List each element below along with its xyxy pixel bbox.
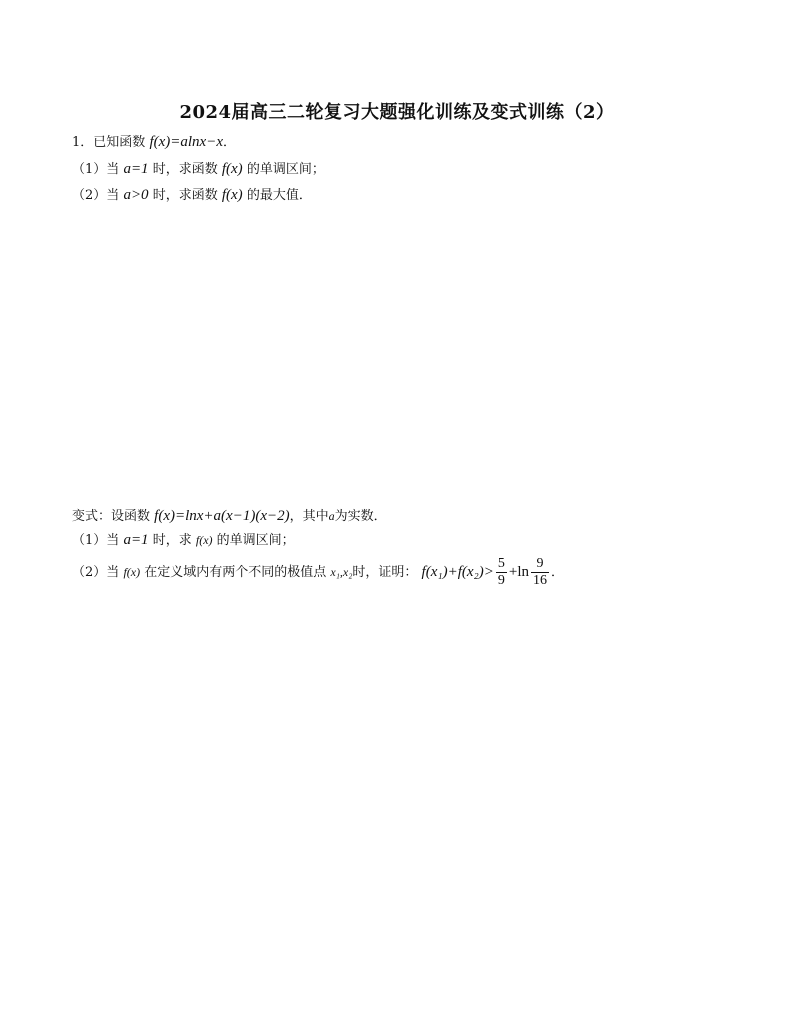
- page-title: 2024届高三二轮复习大题强化训练及变式训练（2）: [179, 102, 615, 123]
- problem-intro: 已知函数: [93, 135, 146, 150]
- variant-statement: [72, 506, 387, 527]
- part-text: 当: [106, 162, 120, 177]
- condition: a=1: [123, 161, 149, 177]
- part-text: 时，证明：: [352, 565, 418, 580]
- part-text: 的最大值．: [246, 188, 312, 203]
- variant-part-1: [72, 530, 295, 551]
- variant-text: ，其中: [289, 509, 329, 524]
- fraction-numerator: 9: [531, 556, 549, 573]
- part-text: 当: [106, 565, 120, 580]
- statement-end: ．: [551, 565, 565, 580]
- part-label: （2）: [72, 188, 107, 203]
- condition: a>0: [123, 187, 149, 203]
- inequality-left: f(x₁)+f(x₂)>: [421, 564, 494, 580]
- problem-1-part-1: [72, 159, 325, 180]
- part-text: 当: [106, 533, 120, 548]
- problem-number: 1．: [72, 135, 94, 150]
- part-text: 时，求函数: [152, 188, 218, 203]
- variant-part-2: [72, 556, 564, 589]
- part-label: （2）: [72, 565, 107, 580]
- statement-end: ．: [222, 135, 236, 150]
- function-symbol: f(x): [221, 161, 243, 177]
- part-text: 在定义域内有两个不同的极值点: [144, 565, 327, 580]
- condition: a=1: [123, 532, 149, 548]
- part-label: （1）: [72, 533, 107, 548]
- function-symbol: f(x): [195, 533, 213, 547]
- fraction-denominator: 9: [497, 573, 505, 588]
- plus-ln: +ln: [508, 564, 529, 580]
- part-text: 时，求: [152, 533, 192, 548]
- function-symbol: f(x): [221, 187, 243, 203]
- variant-intro: 设函数: [111, 509, 151, 524]
- fraction-9-16: [531, 556, 549, 589]
- fraction-numerator: 5: [497, 556, 505, 571]
- fraction-5-9: [496, 556, 507, 589]
- variable-symbol: a: [328, 509, 335, 523]
- extreme-points: x₁,x₂: [330, 565, 353, 579]
- function-definition: f(x)=lnx+a(x−1)(x−2): [154, 508, 290, 524]
- part-text: 时，求函数: [152, 162, 218, 177]
- fraction-denominator: 16: [533, 573, 547, 588]
- part-label: （1）: [72, 162, 107, 177]
- part-text: 当: [106, 188, 120, 203]
- part-text: 的单调区间；: [246, 162, 325, 177]
- function-definition: f(x)=alnx−x: [149, 134, 223, 150]
- function-symbol: f(x): [123, 565, 141, 579]
- problem-1-statement: [72, 132, 236, 153]
- variant-text: 为实数．: [334, 509, 387, 524]
- problem-1-part-2: [72, 185, 312, 206]
- variant-label: 变式：: [72, 509, 112, 524]
- part-text: 的单调区间；: [216, 533, 295, 548]
